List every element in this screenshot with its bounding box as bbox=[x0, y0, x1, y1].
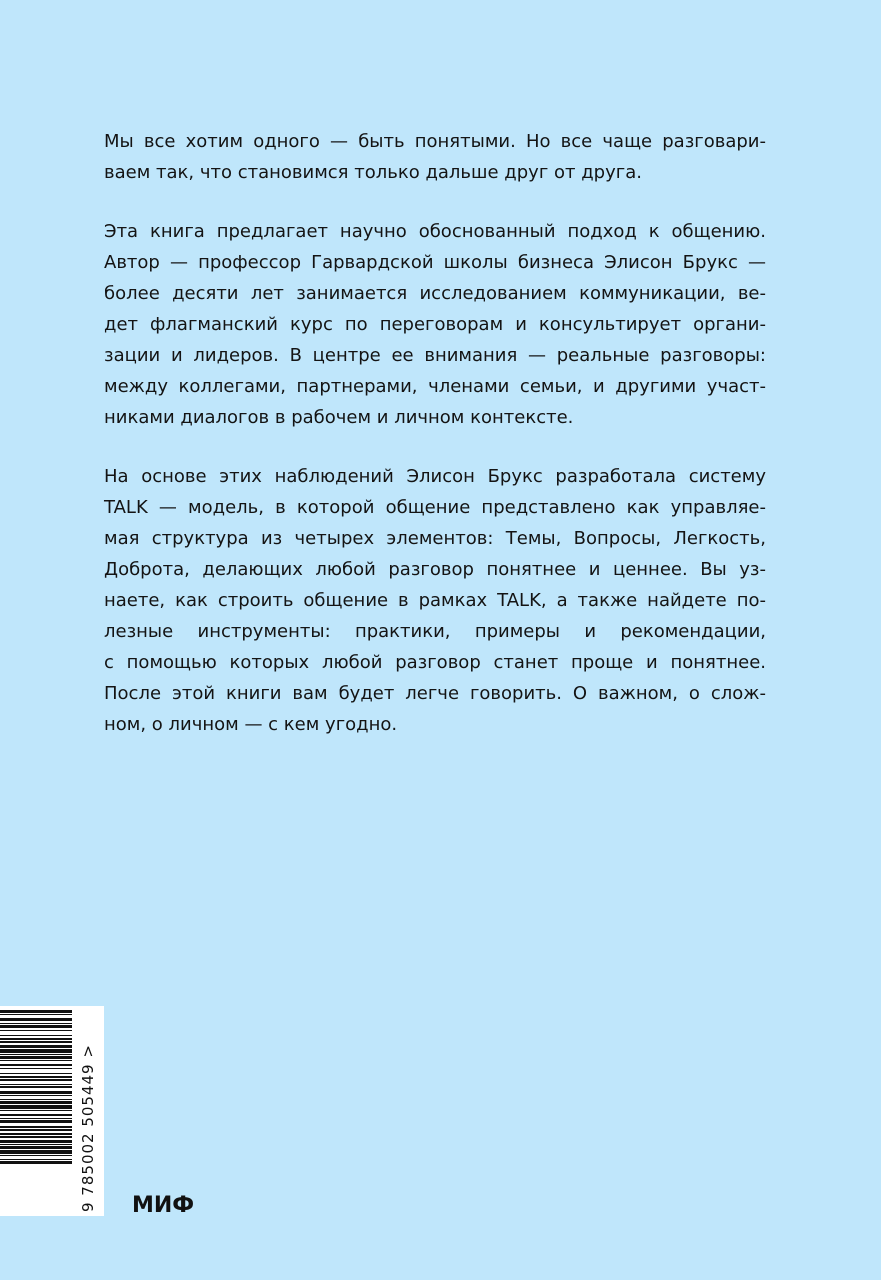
text-line: между коллегами, партнерами, членами семьи, и другими участ- bbox=[104, 376, 766, 397]
barcode-stripe bbox=[0, 1105, 72, 1109]
barcode-stripe bbox=[0, 1118, 72, 1119]
text-line: мая структура из четырех элементов: Темы, Вопросы, Легкость, bbox=[104, 528, 766, 549]
text-line: После этой книги вам будет легче говорить. О важном, о слож- bbox=[104, 683, 766, 704]
text-line: Мы все хотим одного — быть понятыми. Но все чаще разговари- bbox=[104, 131, 766, 152]
barcode-stripe bbox=[0, 1140, 72, 1143]
barcode-stripe bbox=[0, 1010, 72, 1013]
barcode-stripe bbox=[0, 1038, 72, 1041]
barcode-stripe bbox=[0, 1023, 72, 1024]
barcode-stripe bbox=[0, 1073, 72, 1074]
text-line: TALK — модель, в которой общение представлено как управляе- bbox=[104, 497, 766, 518]
barcode-stripe bbox=[0, 1146, 72, 1149]
barcode-stripe bbox=[0, 1025, 72, 1028]
paragraph-3 bbox=[104, 461, 766, 740]
barcode-stripe bbox=[0, 1041, 72, 1042]
barcode-stripe bbox=[0, 1129, 72, 1132]
barcode-stripe bbox=[0, 1155, 72, 1156]
barcode-stripe bbox=[0, 1144, 72, 1145]
text-line: дет флагманский курс по переговорам и консультирует органи- bbox=[104, 314, 766, 335]
annotation-text bbox=[104, 126, 766, 768]
isbn-number: 9 785002 505449 > bbox=[79, 1044, 97, 1212]
text-line: с помощью которых любой разговор станет проще и понятнее. bbox=[104, 652, 766, 673]
text-line: наете, как строить общение в рамках TALK, а также найдете по- bbox=[104, 590, 766, 611]
barcode-stripe bbox=[0, 1126, 72, 1127]
barcode-stripe bbox=[0, 1136, 72, 1137]
text-line: ваем так, что становимся только дальше друг от друга. bbox=[104, 162, 642, 183]
barcode-stripe bbox=[0, 1084, 72, 1085]
barcode-stripe bbox=[0, 1159, 72, 1160]
barcode-stripe bbox=[0, 1014, 72, 1015]
barcode-stripe bbox=[0, 1120, 72, 1123]
barcode-stripe bbox=[0, 1068, 72, 1069]
paragraph-2 bbox=[104, 216, 766, 433]
text-line: На основе этих наблюдений Элисон Брукс разработала систему bbox=[104, 466, 766, 487]
publisher-logo: МИФ bbox=[132, 1193, 195, 1218]
barcode-stripe bbox=[0, 1091, 72, 1094]
barcode-stripe bbox=[0, 1095, 72, 1096]
barcode-stripe bbox=[0, 1045, 72, 1048]
barcode-stripe bbox=[0, 1054, 72, 1055]
barcode-stripe bbox=[0, 1060, 72, 1061]
text-line: более десяти лет занимается исследованием коммуникации, ве- bbox=[104, 283, 766, 304]
barcode-stripe bbox=[0, 1064, 72, 1067]
barcode-stripe bbox=[0, 1076, 72, 1077]
barcode-stripe bbox=[0, 1110, 72, 1111]
text-line: Доброта, делающих любой разговор понятнее и ценнее. Вы уз- bbox=[104, 559, 766, 580]
barcode-stripe bbox=[0, 1150, 72, 1154]
barcode-stripe bbox=[0, 1161, 72, 1164]
barcode-stripe bbox=[0, 1086, 72, 1087]
barcode-stripe bbox=[0, 1101, 72, 1104]
barcode-stripe bbox=[0, 1079, 72, 1082]
barcode-stripe bbox=[0, 1018, 72, 1022]
text-line: никами диалогов в рабочем и личном контексте. bbox=[104, 407, 574, 428]
text-line: зации и лидеров. В центре ее внимания — реальные разговоры: bbox=[104, 345, 766, 366]
barcode-stripe bbox=[0, 1030, 72, 1031]
barcode-stripe bbox=[0, 1056, 72, 1059]
barcode-stripe bbox=[0, 1035, 72, 1036]
barcode-stripe bbox=[0, 1114, 72, 1117]
barcode-stripe bbox=[0, 1099, 72, 1100]
text-line: ном, о личном — с кем угодно. bbox=[104, 714, 398, 735]
paragraph-1 bbox=[104, 126, 766, 188]
text-line: Эта книга предлагает научно обоснованный подход к общению. bbox=[104, 221, 766, 242]
text-line: Автор — профессор Гарвардской школы бизнеса Элисон Брукс — bbox=[104, 252, 766, 273]
barcode-stripe bbox=[0, 1049, 72, 1053]
text-line: лезные инструменты: практики, примеры и рекомендации, bbox=[104, 621, 766, 642]
barcode-stripe bbox=[0, 1133, 72, 1136]
